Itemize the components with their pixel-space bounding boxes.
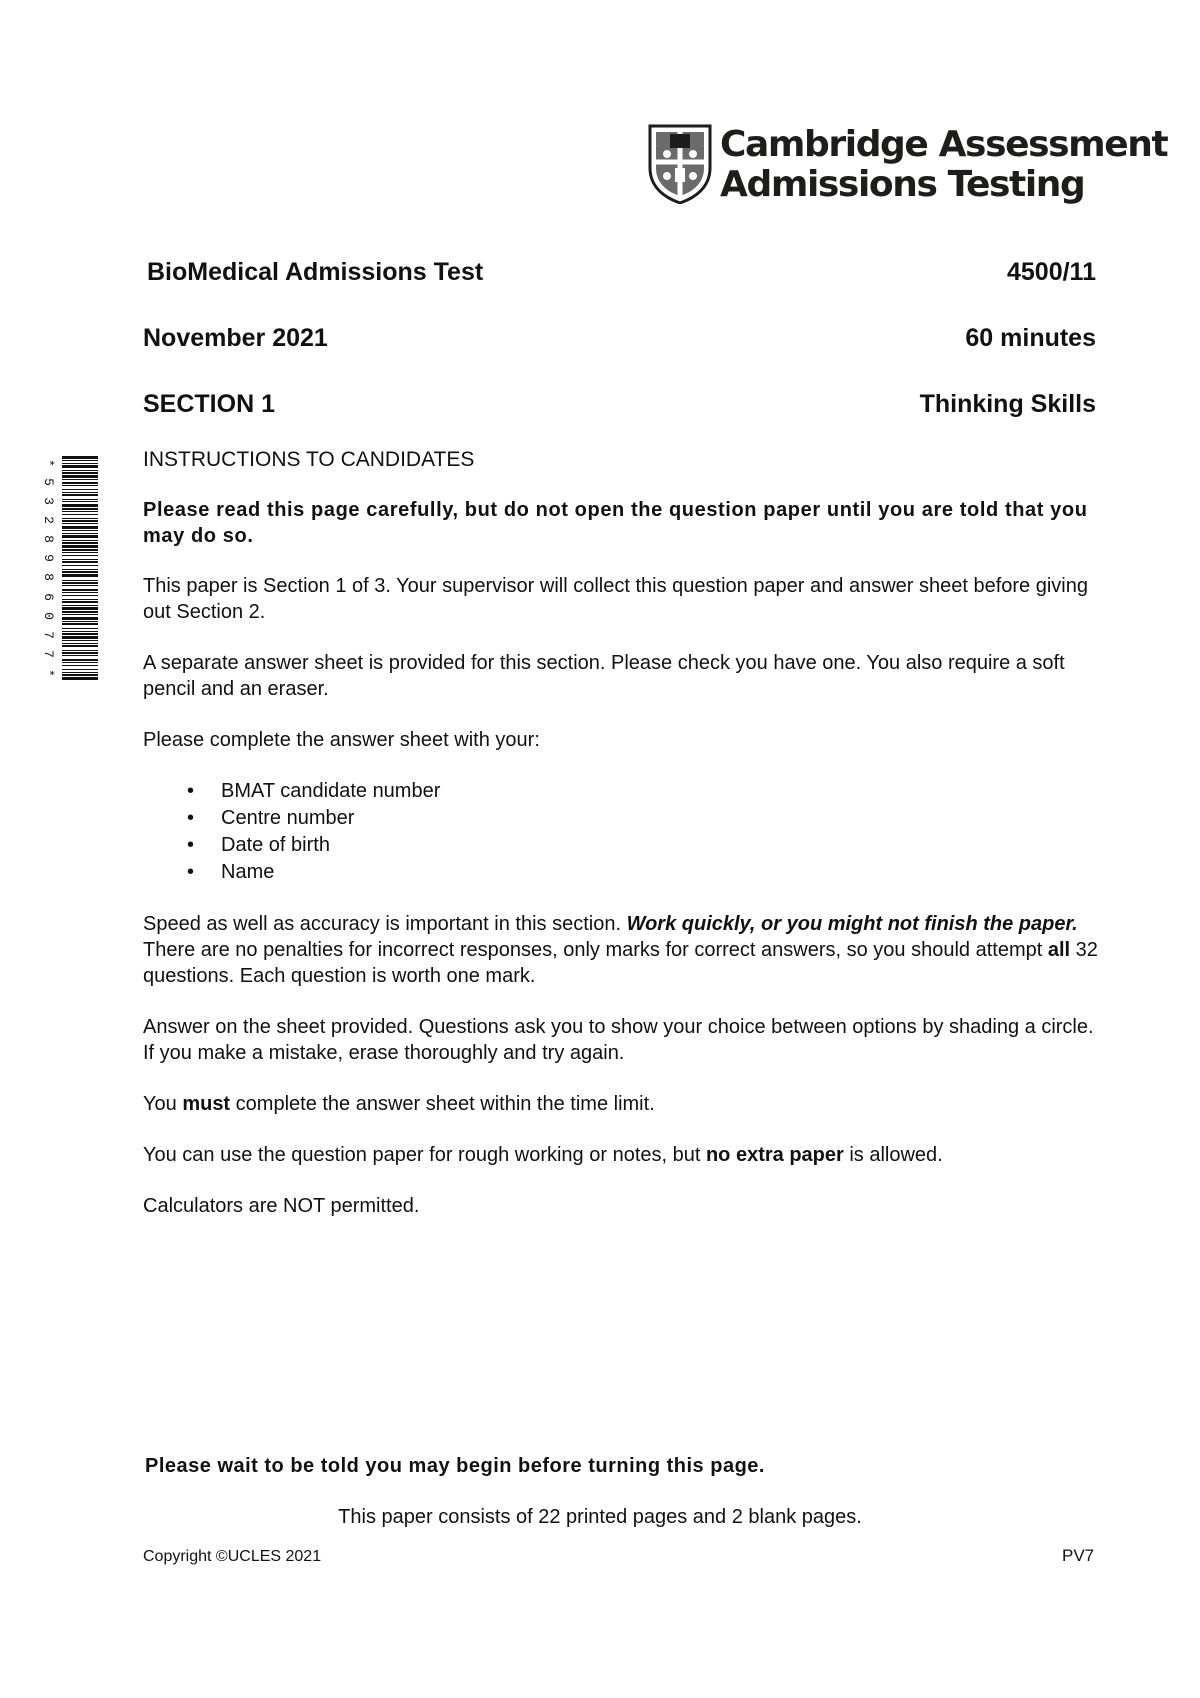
barcode-digit: * <box>41 668 56 677</box>
barcode-bar <box>62 465 98 468</box>
must-text-c: complete the answer sheet within the time limit. <box>230 1093 655 1115</box>
barcode-bar <box>62 633 98 635</box>
page-count: This paper consists of 22 printed pages and 2 blank pages. <box>338 1506 862 1528</box>
section-title: Thinking Skills <box>919 390 1096 418</box>
barcode-bar <box>62 662 98 663</box>
barcode-bar <box>62 504 98 507</box>
barcode-bar <box>62 585 98 586</box>
barcode-bar <box>62 645 98 647</box>
barcode-bar <box>62 623 98 625</box>
barcode-digit: 9 <box>41 554 56 563</box>
barcode-bar <box>62 571 98 573</box>
barcode-bar <box>62 549 98 551</box>
must-emphasis: must <box>182 1093 231 1115</box>
barcode-bar <box>62 511 98 512</box>
paper-version-code: PV7 <box>1062 1546 1095 1565</box>
barcode-bar <box>62 535 98 538</box>
barcode-bar <box>62 501 98 502</box>
barcode-digits <box>40 456 56 680</box>
barcode-bar <box>62 561 98 563</box>
barcode-bar <box>62 542 98 544</box>
barcode-bar <box>62 494 98 496</box>
speed-paragraph <box>143 911 1103 989</box>
barcode-bar <box>62 659 98 661</box>
barcode-digit: 8 <box>41 535 56 544</box>
barcode-bar <box>62 552 98 553</box>
list-item: • BMAT candidate number <box>221 778 1103 805</box>
barcode-bar <box>62 482 98 484</box>
barcode-digit: 5 <box>41 478 56 486</box>
rough-working-paragraph <box>143 1142 1103 1168</box>
answer-method-paragraph: Answer on the sheet provided. Questions ask you to show your choice between options by shading a circle. If you make a mistake, erase thoroughly and try again. <box>143 1016 1094 1064</box>
read-carefully-notice: Please read this page carefully, but do not open the question paper until you are told that you may do so. <box>143 499 1088 547</box>
barcode-bar <box>62 470 98 471</box>
section-info-paragraph: This paper is Section 1 of 3. Your supervisor will collect this question paper and answer sheet before giving out Section 2. <box>143 575 1088 623</box>
barcode-bar <box>62 605 98 606</box>
barcode-bar <box>62 508 98 510</box>
barcode-bar <box>62 545 98 548</box>
barcode-bar <box>62 621 98 622</box>
barcode-bar <box>62 514 98 515</box>
header-row-section <box>143 390 1096 419</box>
must-text-a: You <box>143 1093 183 1115</box>
barcode-bar <box>62 518 98 519</box>
barcode-bar <box>62 592 98 593</box>
no-extra-paper-emphasis: no extra paper <box>705 1144 844 1166</box>
barcode-bar <box>62 607 98 610</box>
barcode-bar <box>62 677 98 680</box>
barcode-bar <box>62 611 98 613</box>
barcode-bar <box>62 520 98 522</box>
barcode-bar <box>62 617 98 620</box>
paper-code: 4500/11 <box>1007 258 1096 286</box>
work-quickly-emphasis: Work quickly, or you might not finish the paper. <box>626 913 1078 935</box>
barcode-bar <box>62 672 98 673</box>
barcode-bar <box>62 582 98 584</box>
barcode <box>40 456 100 680</box>
barcode-bar <box>62 555 98 556</box>
barcode-bar <box>62 569 98 570</box>
barcode-bar <box>62 574 98 577</box>
barcode-bar <box>62 565 98 566</box>
barcode-digit: 6 <box>41 592 56 601</box>
instructions <box>143 447 1103 1244</box>
barcode-bar <box>62 580 98 581</box>
header-row-test <box>143 258 1096 287</box>
complete-sheet-paragraph: Please complete the answer sheet with your: <box>143 729 540 751</box>
barcode-bar <box>62 533 98 534</box>
barcode-bar <box>62 559 98 560</box>
barcode-bar <box>62 628 98 629</box>
barcode-digit: 2 <box>41 516 56 525</box>
barcode-digit: * <box>41 459 56 467</box>
barcode-bar <box>62 526 98 529</box>
barcode-bar <box>62 631 98 632</box>
must-complete-paragraph <box>143 1091 1103 1117</box>
test-name: BioMedical Admissions Test <box>147 258 484 286</box>
speed-text-e: 32 questions. Each question is worth one mark. <box>143 939 1098 987</box>
rough-text-a: You can use the question paper for rough working or notes, but <box>143 1144 706 1166</box>
barcode-bar <box>62 601 98 603</box>
wait-notice: Please wait to be told you may begin before turning this page. <box>145 1455 765 1477</box>
copyright: Copyright ©UCLES 2021 <box>143 1548 322 1565</box>
speed-text-a: Speed as well as accuracy is important in this section. <box>143 913 627 935</box>
university-crest-icon <box>648 124 712 204</box>
barcode-bar <box>62 655 98 656</box>
list-item: • Name <box>221 859 1103 886</box>
barcode-bar <box>62 479 98 480</box>
barcode-bar <box>62 489 98 490</box>
barcode-bar <box>62 636 98 639</box>
barcode-bar <box>62 589 98 591</box>
barcode-digit: 7 <box>41 649 56 658</box>
barcode-bar <box>62 652 98 654</box>
barcode-digit: 8 <box>41 573 56 582</box>
instructions-heading: INSTRUCTIONS TO CANDIDATES <box>143 448 475 471</box>
barcode-bar <box>62 460 98 461</box>
logo-line-1: Cambridge Assessment <box>720 124 1168 165</box>
barcode-bar <box>62 472 98 474</box>
session-date: November 2021 <box>143 324 328 352</box>
logo-line-2: Admissions Testing <box>720 164 1085 205</box>
cambridge-logo <box>648 124 1168 208</box>
list-item: • Centre number <box>221 805 1103 832</box>
rough-text-c: is allowed. <box>843 1144 943 1166</box>
list-item: • Date of birth <box>221 832 1103 859</box>
barcode-bar <box>62 540 98 541</box>
speed-text-c: There are no penalties for incorrect responses, only marks for correct answers, so you should attempt <box>143 939 1048 961</box>
duration: 60 minutes <box>965 324 1096 352</box>
barcode-bar <box>62 523 98 524</box>
barcode-bar <box>62 485 98 486</box>
answer-sheet-paragraph: A separate answer sheet is provided for this section. Please check you have one. You also require a soft pencil and an eraser. <box>143 652 1065 700</box>
barcode-bar <box>62 640 98 641</box>
barcode-bar <box>62 463 98 464</box>
barcode-digit: 0 <box>41 611 56 620</box>
barcode-bar <box>62 456 98 459</box>
barcode-bar <box>62 595 98 596</box>
barcode-bar <box>62 650 98 651</box>
barcode-digit: 7 <box>41 630 56 639</box>
barcode-bar <box>62 599 98 600</box>
answer-sheet-fields <box>143 778 1103 886</box>
calculators-paragraph: Calculators are NOT permitted. <box>143 1195 420 1217</box>
barcode-bar <box>62 643 98 644</box>
barcode-bar <box>62 674 98 676</box>
section-number: SECTION 1 <box>143 390 275 418</box>
header-row-session <box>143 324 1096 353</box>
barcode-bars <box>62 456 98 680</box>
barcode-bar <box>62 475 98 478</box>
barcode-bar <box>62 665 98 666</box>
barcode-bar <box>62 499 98 500</box>
all-emphasis: all <box>1047 939 1071 961</box>
barcode-digit: 3 <box>41 497 56 506</box>
barcode-bar <box>62 614 98 615</box>
barcode-bar <box>62 492 98 493</box>
barcode-bar <box>62 669 98 670</box>
barcode-bar <box>62 530 98 531</box>
